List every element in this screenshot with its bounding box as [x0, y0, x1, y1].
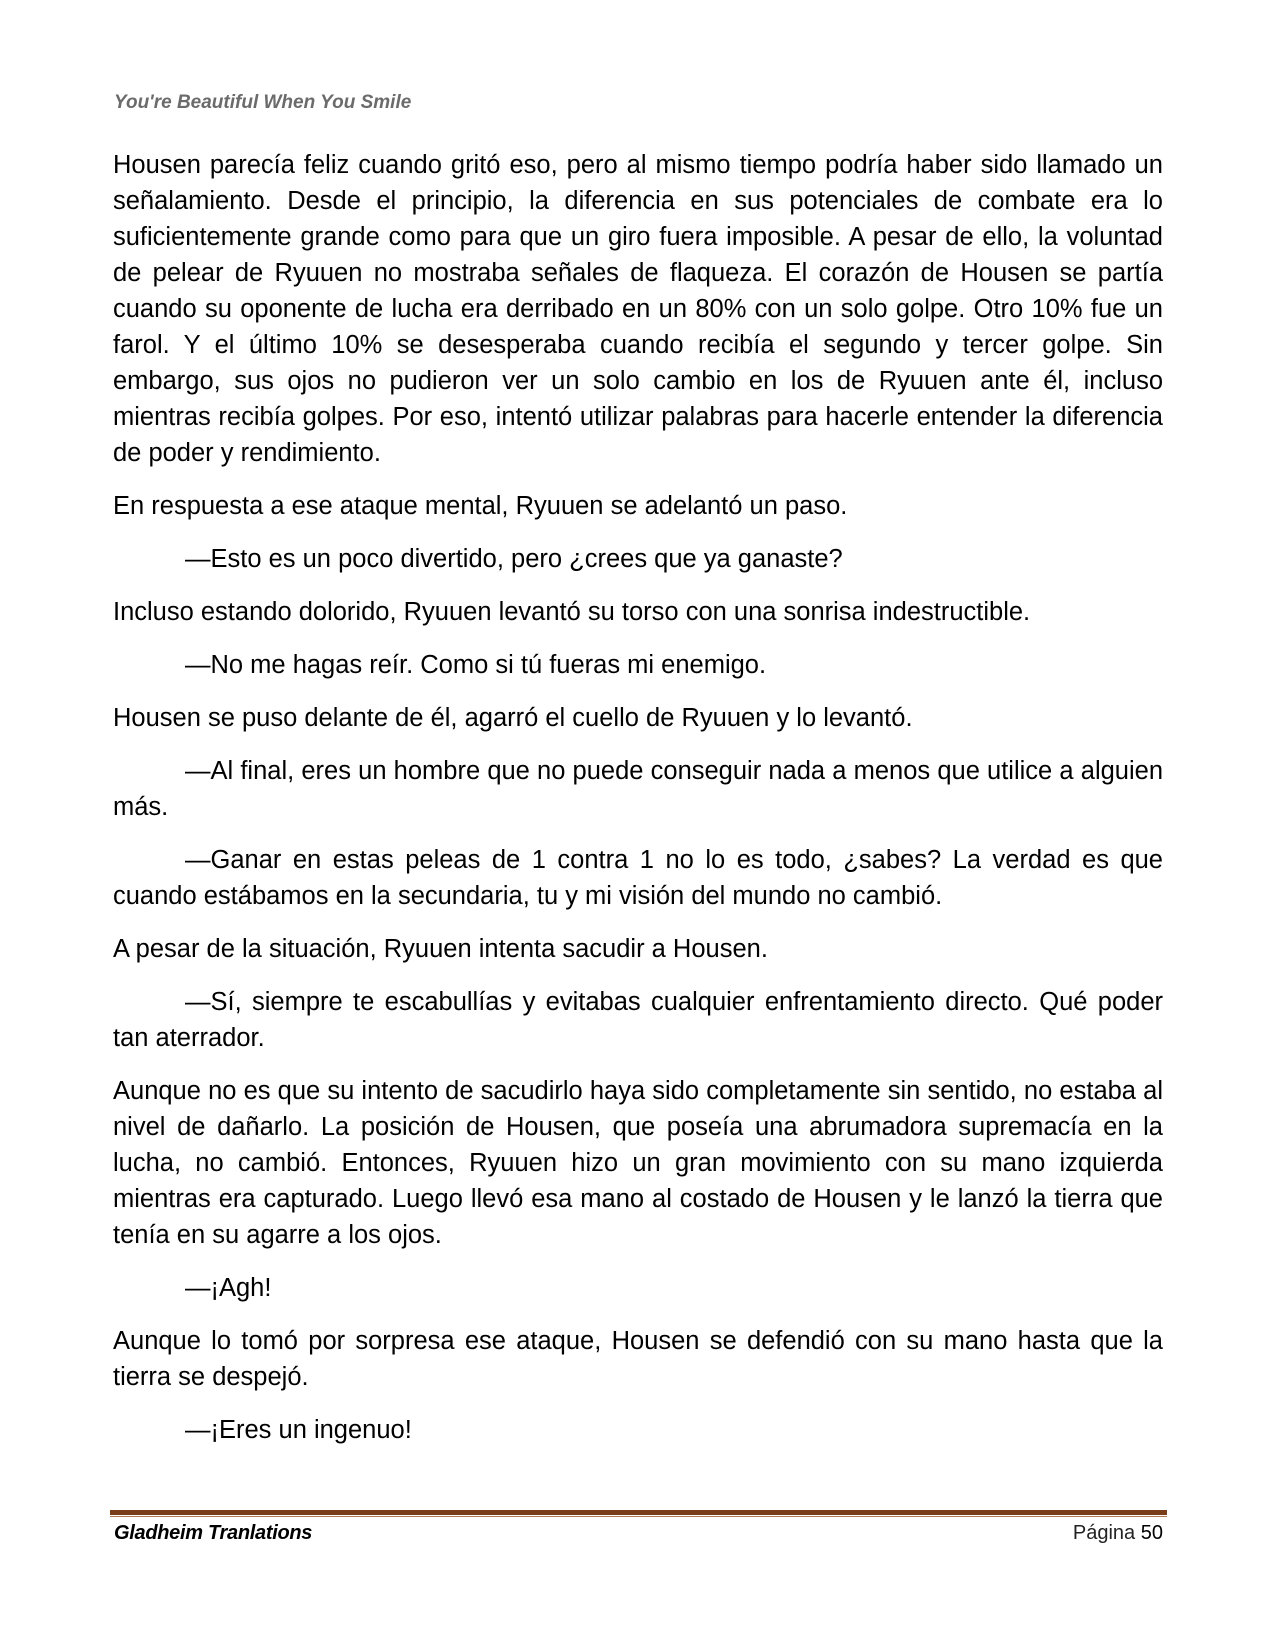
- page-number: 50: [1140, 1522, 1163, 1544]
- running-header-title: You're Beautiful When You Smile: [114, 92, 412, 113]
- page-body: [113, 147, 1163, 1465]
- page-label: Página: [1072, 1522, 1136, 1544]
- dialogue-line: —Esto es un poco divertido, pero ¿crees que ya ganaste?: [185, 545, 843, 573]
- paragraph: A pesar de la situación, Ryuuen intenta sacudir a Housen.: [113, 935, 768, 963]
- paragraph: En respuesta a ese ataque mental, Ryuuen se adelantó un paso.: [113, 492, 848, 520]
- footer-divider-thin: [110, 1516, 1167, 1517]
- footer-divider: [110, 1510, 1167, 1517]
- dialogue-line: —¡Agh!: [185, 1274, 272, 1302]
- paragraph: Aunque lo tomó por sorpresa ese ataque, Housen se defendió con su mano hasta que la tierra se despejó.: [113, 1327, 1163, 1391]
- footer-page-number: [1073, 1522, 1163, 1545]
- dialogue-line: —¡Eres un ingenuo!: [185, 1416, 412, 1444]
- footer-publisher: Gladheim Tranlations: [114, 1522, 313, 1544]
- paragraph: Incluso estando dolorido, Ryuuen levantó su torso con una sonrisa indestructible.: [113, 598, 1031, 626]
- footer-divider-thick: [110, 1510, 1167, 1515]
- dialogue-line: —Ganar en estas peleas de 1 contra 1 no lo es todo, ¿sabes? La verdad es que cuando estábamos en la secundaria, tu y mi visión del mundo no cambió.: [113, 846, 1163, 910]
- paragraph: Housen parecía feliz cuando gritó eso, pero al mismo tiempo podría haber sido llamado un señalamiento. Desde el principio, la diferencia en sus potenciales de combate era lo suficientemente grande como para que un giro fuera imposible. A pesar de ello, la voluntad de pelear de Ryuuen no mostraba señales de flaqueza. El corazón de Housen se partía cuando su oponente de lucha era derribado en un 80% con un solo golpe. Otro 10% fue un farol. Y el último 10% se desesperaba cuando recibía el segundo y tercer golpe. Sin embargo, sus ojos no pudieron ver un solo cambio en los de Ryuuen ante él, incluso mientras recibía golpes. Por eso, intentó utilizar palabras para hacerle entender la diferencia de poder y rendimiento.: [113, 151, 1163, 467]
- dialogue-line: —No me hagas reír. Como si tú fueras mi enemigo.: [185, 651, 767, 679]
- paragraph: Housen se puso delante de él, agarró el cuello de Ryuuen y lo levantó.: [113, 704, 913, 732]
- dialogue-line: —Sí, siempre te escabullías y evitabas cualquier enfrentamiento directo. Qué poder tan aterrador.: [113, 988, 1163, 1052]
- dialogue-line: —Al final, eres un hombre que no puede conseguir nada a menos que utilice a alguien más.: [113, 757, 1163, 821]
- paragraph: Aunque no es que su intento de sacudirlo haya sido completamente sin sentido, no estaba al nivel de dañarlo. La posición de Housen, que poseía una abrumadora supremacía en la lucha, no cambió. Entonces, Ryuuen hizo un gran movimiento con su mano izquierda mientras era capturado. Luego llevó esa mano al costado de Housen y le lanzó la tierra que tenía en su agarre a los ojos.: [113, 1077, 1163, 1249]
